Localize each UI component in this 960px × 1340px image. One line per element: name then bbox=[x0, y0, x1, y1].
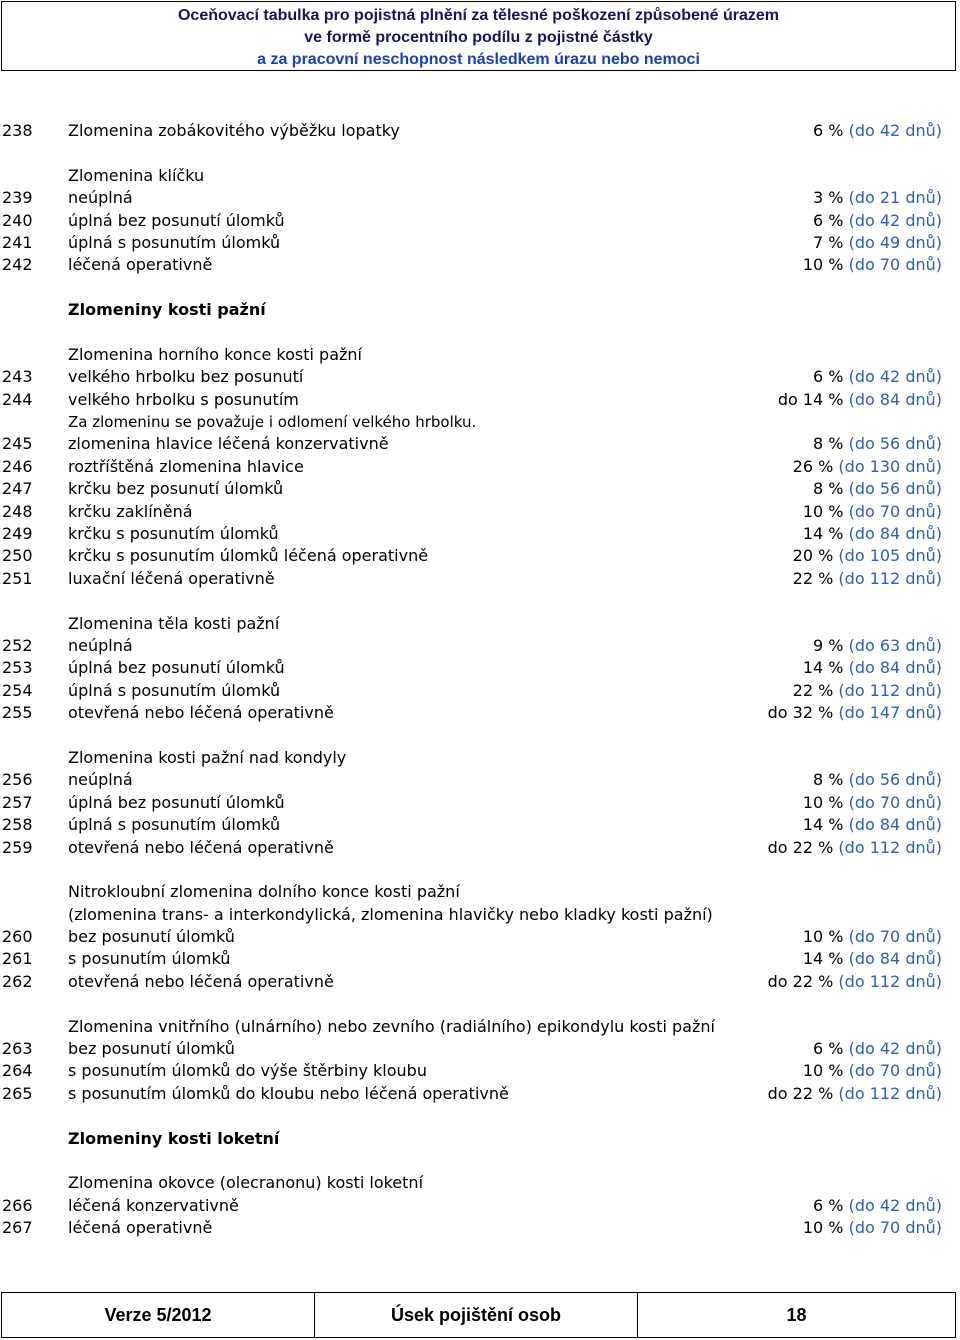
row-description: neúplná bbox=[68, 770, 133, 790]
row-percentage: 8 % bbox=[813, 479, 844, 499]
row-percentage: 6 % bbox=[813, 367, 844, 387]
row-spacer bbox=[0, 142, 960, 164]
table-row bbox=[0, 478, 960, 500]
row-days-limit: (do 63 dnů) bbox=[848, 635, 942, 655]
table-row bbox=[0, 1083, 960, 1105]
row-percentage: do 32 % bbox=[767, 703, 834, 723]
row-percentage: 22 % bbox=[792, 568, 834, 588]
row-value bbox=[778, 389, 942, 411]
row-number: 255 bbox=[2, 703, 33, 723]
row-percentage: do 14 % bbox=[777, 389, 844, 409]
row-percentage: 22 % bbox=[792, 680, 834, 700]
row-days-limit: (do 112 dnů) bbox=[838, 971, 942, 991]
row-description: zlomenina hlavice léčená konzervativně bbox=[68, 434, 389, 454]
row-percentage: 6 % bbox=[813, 210, 844, 230]
header-title-line-1: Oceňovací tabulka pro pojistná plnění za tělesné poškození způsobené úrazem bbox=[177, 7, 780, 24]
header-title-line-3: a za pracovní neschopnost následkem úrazu nebo nemoci bbox=[257, 51, 700, 68]
row-description: Zlomenina horního konce kosti pažní bbox=[68, 344, 362, 364]
row-number: 248 bbox=[2, 501, 33, 521]
table-row bbox=[0, 971, 960, 993]
row-days-limit: (do 70 dnů) bbox=[848, 1218, 942, 1238]
row-spacer bbox=[0, 725, 960, 747]
row-number: 263 bbox=[2, 1039, 33, 1059]
header-title-line-2: ve formě procentního podílu z pojistné částky bbox=[304, 29, 653, 46]
row-description: krčku bez posunutí úlomků bbox=[68, 479, 284, 499]
row-value bbox=[813, 478, 942, 500]
row-percentage: 10 % bbox=[802, 927, 844, 947]
row-number: 240 bbox=[2, 210, 33, 230]
section-heading bbox=[0, 299, 960, 321]
section-heading bbox=[0, 1128, 960, 1150]
row-number: 250 bbox=[2, 546, 33, 566]
row-description: s posunutím úlomků do kloubu nebo léčená operativně bbox=[68, 1083, 509, 1103]
table-row bbox=[0, 702, 960, 724]
row-days-limit: (do 56 dnů) bbox=[848, 479, 942, 499]
row-description: Zlomenina kosti pažní nad kondyly bbox=[68, 747, 347, 767]
row-days-limit: (do 84 dnů) bbox=[848, 949, 942, 969]
row-description: Zlomenina vnitřního (ulnárního) nebo zevního (radiálního) epikondylu kosti pažní bbox=[68, 1016, 715, 1036]
row-value bbox=[768, 1083, 942, 1105]
table-row bbox=[0, 210, 960, 232]
row-value bbox=[813, 769, 942, 791]
row-number: 259 bbox=[2, 837, 33, 857]
row-number: 242 bbox=[2, 255, 33, 275]
row-percentage: 9 % bbox=[813, 635, 844, 655]
row-number: 247 bbox=[2, 479, 33, 499]
row-percentage: 8 % bbox=[813, 434, 844, 454]
row-percentage: 14 % bbox=[802, 949, 844, 969]
table-row bbox=[0, 232, 960, 254]
table-row bbox=[0, 1217, 960, 1239]
document-footer bbox=[1, 1292, 956, 1338]
row-description: neúplná bbox=[68, 635, 133, 655]
row-description: otevřená nebo léčená operativně bbox=[68, 703, 334, 723]
row-description: neúplná bbox=[68, 188, 133, 208]
row-description: otevřená nebo léčená operativně bbox=[68, 837, 334, 857]
row-value bbox=[793, 545, 942, 567]
row-days-limit: (do 147 dnů) bbox=[838, 703, 942, 723]
table-row bbox=[0, 948, 960, 970]
table-row bbox=[0, 545, 960, 567]
row-spacer bbox=[0, 1150, 960, 1172]
row-value bbox=[803, 1060, 942, 1082]
row-description: krčku zaklíněná bbox=[68, 501, 193, 521]
row-percentage: 6 % bbox=[813, 1195, 844, 1215]
row-days-limit: (do 42 dnů) bbox=[848, 1039, 942, 1059]
row-days-limit: (do 112 dnů) bbox=[838, 680, 942, 700]
row-value bbox=[768, 971, 942, 993]
group-heading bbox=[0, 344, 960, 366]
row-days-limit: (do 42 dnů) bbox=[848, 210, 942, 230]
row-description: (zlomenina trans- a interkondylická, zlomenina hlavičky nebo kladky kosti pažní) bbox=[68, 904, 713, 924]
table-row bbox=[0, 120, 960, 142]
row-days-limit: (do 70 dnů) bbox=[848, 927, 942, 947]
row-value bbox=[803, 523, 942, 545]
table-row bbox=[0, 657, 960, 679]
row-value bbox=[813, 210, 942, 232]
row-days-limit: (do 56 dnů) bbox=[848, 770, 942, 790]
row-percentage: 8 % bbox=[813, 770, 844, 790]
document-header bbox=[1, 1, 956, 71]
footer-department: Úsek pojištění osob bbox=[315, 1293, 638, 1337]
table-row bbox=[0, 769, 960, 791]
row-value bbox=[768, 702, 942, 724]
row-days-limit: (do 70 dnů) bbox=[848, 501, 942, 521]
row-description: úplná s posunutím úlomků bbox=[68, 232, 281, 252]
row-number: 253 bbox=[2, 658, 33, 678]
row-description: Zlomenina okovce (olecranonu) kosti loketní bbox=[68, 1173, 424, 1193]
row-number: 249 bbox=[2, 524, 33, 544]
row-spacer bbox=[0, 993, 960, 1015]
row-description: roztříštěná zlomenina hlavice bbox=[68, 456, 304, 476]
row-percentage: 3 % bbox=[813, 188, 844, 208]
row-number: 254 bbox=[2, 680, 33, 700]
table-row bbox=[0, 814, 960, 836]
row-description: Zlomeniny kosti pažní bbox=[68, 300, 266, 320]
row-description: Nitrokloubní zlomenina dolního konce kosti pažní bbox=[68, 882, 460, 902]
row-value bbox=[793, 456, 942, 478]
row-description: úplná bez posunutí úlomků bbox=[68, 658, 285, 678]
row-description: úplná s posunutím úlomků bbox=[68, 815, 281, 835]
row-number: 252 bbox=[2, 635, 33, 655]
row-percentage: 14 % bbox=[802, 524, 844, 544]
row-value bbox=[813, 187, 942, 209]
footer-version: Verze 5/2012 bbox=[2, 1293, 315, 1337]
row-number: 256 bbox=[2, 770, 33, 790]
row-description: velkého hrbolku s posunutím bbox=[68, 389, 299, 409]
row-days-limit: (do 112 dnů) bbox=[838, 1083, 942, 1103]
table-row bbox=[0, 837, 960, 859]
group-heading bbox=[0, 1172, 960, 1194]
footer-page-number: 18 bbox=[786, 1304, 807, 1325]
group-heading bbox=[0, 904, 960, 926]
row-description: léčená operativně bbox=[68, 1218, 213, 1238]
row-value bbox=[813, 1195, 942, 1217]
table-row bbox=[0, 792, 960, 814]
row-days-limit: (do 42 dnů) bbox=[848, 367, 942, 387]
row-value bbox=[803, 1217, 942, 1239]
row-number: 267 bbox=[2, 1218, 33, 1238]
row-percentage: 10 % bbox=[802, 1061, 844, 1081]
row-spacer bbox=[0, 322, 960, 344]
row-days-limit: (do 70 dnů) bbox=[848, 255, 942, 275]
row-spacer bbox=[0, 1105, 960, 1127]
table-row bbox=[0, 433, 960, 455]
row-percentage: do 22 % bbox=[767, 837, 834, 857]
row-percentage: 14 % bbox=[802, 815, 844, 835]
row-description: léčená konzervativně bbox=[68, 1195, 239, 1215]
row-percentage: do 22 % bbox=[767, 1083, 834, 1103]
row-value bbox=[803, 814, 942, 836]
row-percentage: 14 % bbox=[802, 658, 844, 678]
row-days-limit: (do 112 dnů) bbox=[838, 837, 942, 857]
row-percentage: 10 % bbox=[802, 255, 844, 275]
row-description: Za zlomeninu se považuje i odlomení velkého hrbolku. bbox=[68, 413, 477, 432]
row-value bbox=[813, 232, 942, 254]
row-number: 265 bbox=[2, 1083, 33, 1103]
row-days-limit: (do 42 dnů) bbox=[848, 121, 942, 140]
row-value bbox=[803, 792, 942, 814]
row-spacer bbox=[0, 277, 960, 299]
row-description: bez posunutí úlomků bbox=[68, 1039, 235, 1059]
row-percentage: 10 % bbox=[802, 501, 844, 521]
table-note bbox=[0, 411, 960, 433]
row-description: velkého hrbolku bez posunutí bbox=[68, 367, 304, 387]
row-number: 245 bbox=[2, 434, 33, 454]
row-value bbox=[813, 366, 942, 388]
row-description: Zlomenina zobákovitého výběžku lopatky bbox=[68, 121, 400, 140]
row-description: Zlomenina klíčku bbox=[68, 165, 205, 185]
row-percentage: 20 % bbox=[792, 546, 834, 566]
row-value bbox=[813, 433, 942, 455]
row-value bbox=[793, 568, 942, 590]
row-number: 246 bbox=[2, 456, 33, 476]
group-heading bbox=[0, 613, 960, 635]
row-number: 258 bbox=[2, 815, 33, 835]
row-days-limit: (do 130 dnů) bbox=[838, 456, 942, 476]
table-row bbox=[0, 366, 960, 388]
row-percentage: do 22 % bbox=[767, 971, 834, 991]
row-description: krčku s posunutím úlomků bbox=[68, 524, 279, 544]
row-number: 260 bbox=[2, 927, 33, 947]
row-days-limit: (do 56 dnů) bbox=[848, 434, 942, 454]
row-description: luxační léčená operativně bbox=[68, 568, 275, 588]
row-number: 238 bbox=[2, 121, 33, 140]
table-row bbox=[0, 523, 960, 545]
row-number: 264 bbox=[2, 1061, 33, 1081]
row-description: s posunutím úlomků bbox=[68, 949, 231, 969]
row-description: úplná bez posunutí úlomků bbox=[68, 792, 285, 812]
row-percentage: 7 % bbox=[813, 232, 844, 252]
row-days-limit: (do 84 dnů) bbox=[848, 658, 942, 678]
group-heading bbox=[0, 165, 960, 187]
table-row bbox=[0, 456, 960, 478]
row-number: 244 bbox=[2, 389, 33, 409]
row-days-limit: (do 42 dnů) bbox=[848, 1195, 942, 1215]
row-spacer bbox=[0, 859, 960, 881]
group-heading bbox=[0, 881, 960, 903]
row-description: Zlomenina těla kosti pažní bbox=[68, 613, 280, 633]
rating-table bbox=[0, 120, 960, 1240]
table-row bbox=[0, 568, 960, 590]
row-description: s posunutím úlomků do výše štěrbiny kloubu bbox=[68, 1061, 427, 1081]
table-row bbox=[0, 635, 960, 657]
row-description: úplná bez posunutí úlomků bbox=[68, 210, 285, 230]
row-days-limit: (do 70 dnů) bbox=[848, 1061, 942, 1081]
row-description: otevřená nebo léčená operativně bbox=[68, 971, 334, 991]
row-value bbox=[813, 1038, 942, 1060]
row-days-limit: (do 84 dnů) bbox=[848, 389, 942, 409]
row-number: 241 bbox=[2, 232, 33, 252]
row-value bbox=[768, 837, 942, 859]
group-heading bbox=[0, 747, 960, 769]
row-value bbox=[803, 254, 942, 276]
row-days-limit: (do 49 dnů) bbox=[848, 232, 942, 252]
row-spacer bbox=[0, 590, 960, 612]
row-value bbox=[803, 948, 942, 970]
row-percentage: 6 % bbox=[813, 121, 844, 140]
row-days-limit: (do 84 dnů) bbox=[848, 524, 942, 544]
table-row bbox=[0, 1060, 960, 1082]
row-number: 239 bbox=[2, 188, 33, 208]
table-row bbox=[0, 254, 960, 276]
row-number: 262 bbox=[2, 971, 33, 991]
row-number: 251 bbox=[2, 568, 33, 588]
table-row bbox=[0, 187, 960, 209]
row-number: 243 bbox=[2, 367, 33, 387]
group-heading bbox=[0, 1016, 960, 1038]
row-days-limit: (do 105 dnů) bbox=[838, 546, 942, 566]
row-value bbox=[813, 635, 942, 657]
row-value bbox=[813, 120, 942, 142]
row-percentage: 26 % bbox=[792, 456, 834, 476]
row-percentage: 10 % bbox=[802, 1218, 844, 1238]
table-row bbox=[0, 501, 960, 523]
row-number: 261 bbox=[2, 949, 33, 969]
row-percentage: 6 % bbox=[813, 1039, 844, 1059]
row-description: Zlomeniny kosti loketní bbox=[68, 1128, 280, 1148]
table-row bbox=[0, 926, 960, 948]
row-description: léčená operativně bbox=[68, 255, 213, 275]
row-days-limit: (do 84 dnů) bbox=[848, 815, 942, 835]
row-number: 257 bbox=[2, 792, 33, 812]
table-row bbox=[0, 389, 960, 411]
row-value bbox=[793, 680, 942, 702]
row-description: krčku s posunutím úlomků léčená operativně bbox=[68, 546, 429, 566]
table-row bbox=[0, 1038, 960, 1060]
table-row bbox=[0, 680, 960, 702]
row-description: bez posunutí úlomků bbox=[68, 927, 235, 947]
row-number: 266 bbox=[2, 1195, 33, 1215]
row-days-limit: (do 21 dnů) bbox=[848, 188, 942, 208]
row-days-limit: (do 112 dnů) bbox=[838, 568, 942, 588]
row-description: úplná s posunutím úlomků bbox=[68, 680, 281, 700]
row-percentage: 10 % bbox=[802, 792, 844, 812]
row-days-limit: (do 70 dnů) bbox=[848, 792, 942, 812]
table-row bbox=[0, 1195, 960, 1217]
row-value bbox=[803, 926, 942, 948]
row-value bbox=[803, 657, 942, 679]
row-value bbox=[803, 501, 942, 523]
